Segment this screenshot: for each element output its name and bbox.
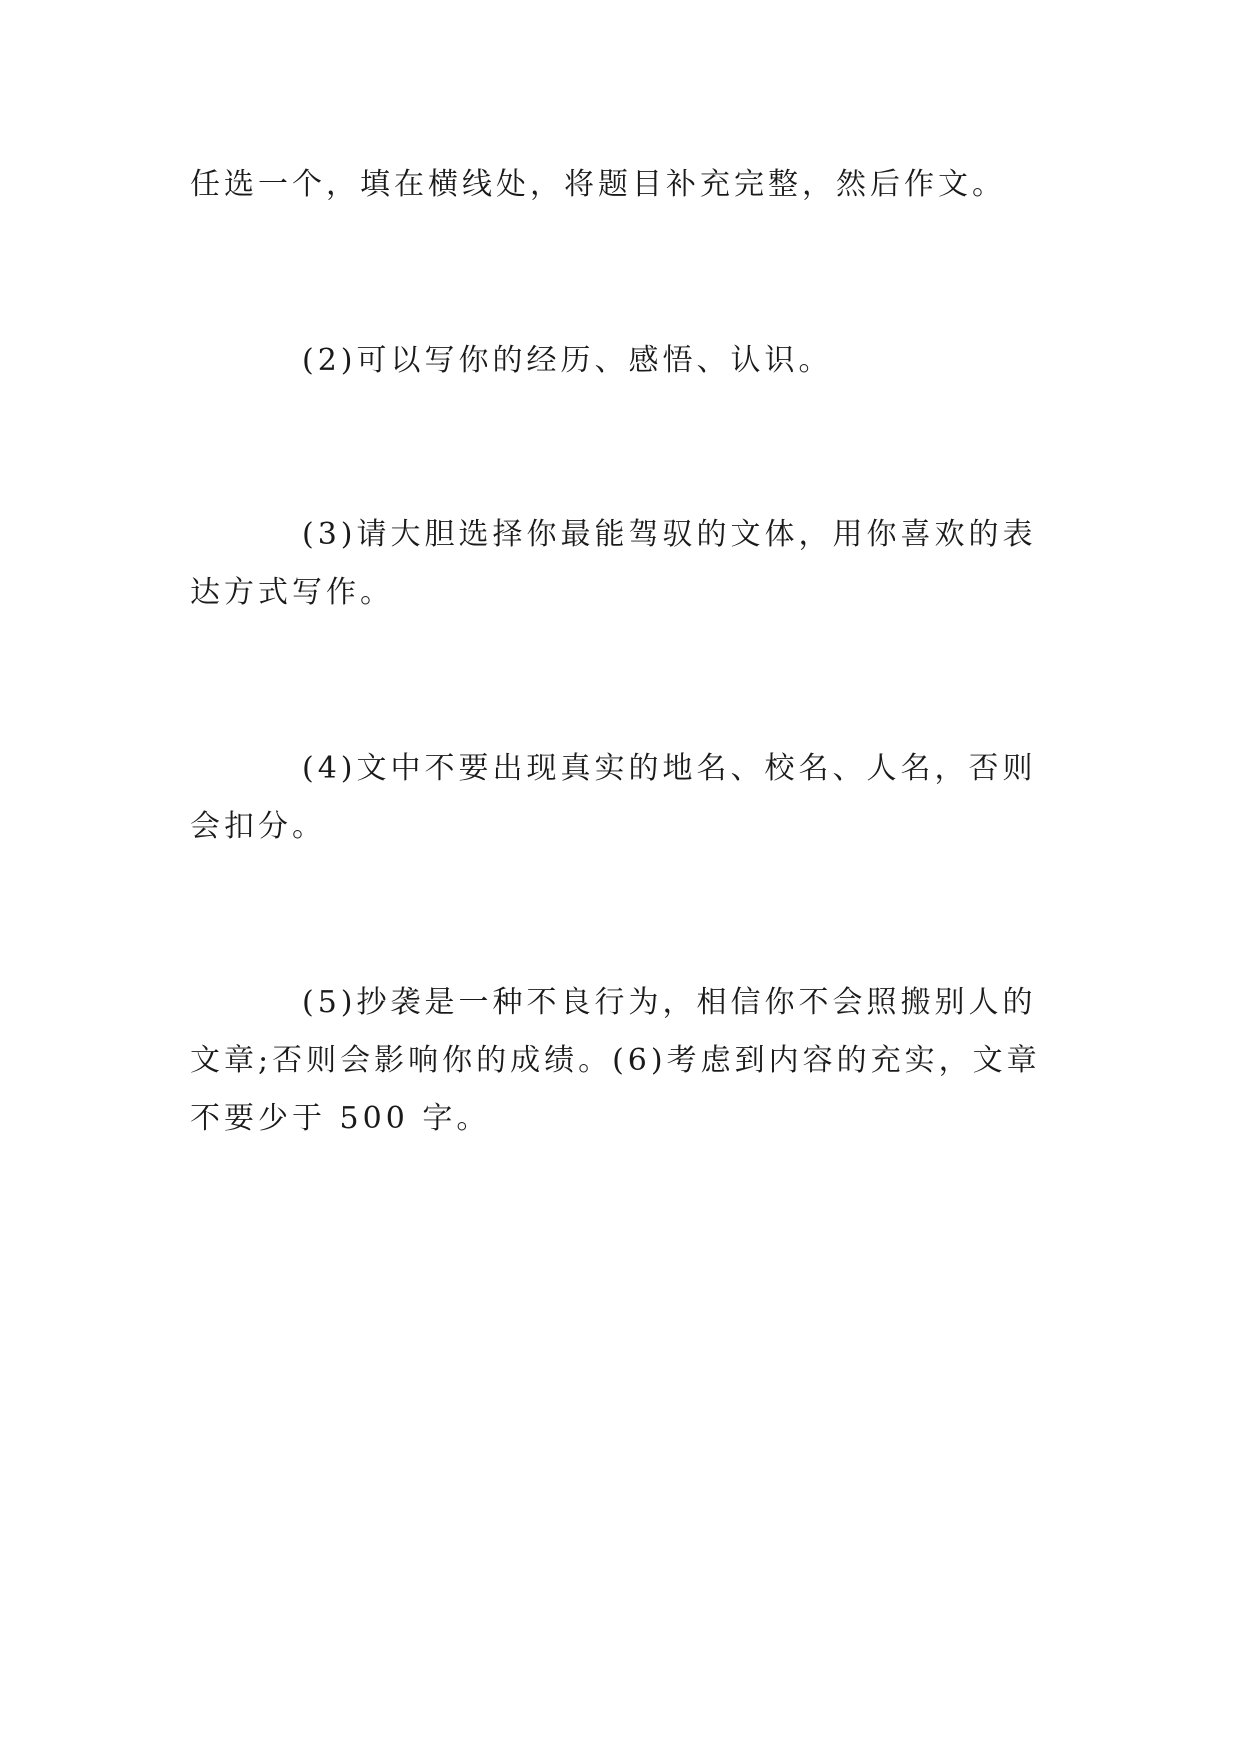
paragraph-instruction-continued: 任选一个，填在横线处，将题目补充完整，然后作文。 [190,167,1006,202]
paragraph-requirement-3: (3)请大胆选择你最能驾驭的文体，用你喜欢的表达方式写作。 [190,517,1037,610]
paragraph-requirement-5-6: (5)抄袭是一种不良行为，相信你不会照搬别人的文章;否则会影响你的成绩。(6)考虑到内容的充实，文章不要少于 500 字。 [190,985,1041,1136]
paragraph-requirement-2: (2)可以写你的经历、感悟、认识。 [302,343,833,378]
paragraph-requirement-4: (4)文中不要出现真实的地名、校名、人名，否则会扣分。 [190,751,1037,844]
